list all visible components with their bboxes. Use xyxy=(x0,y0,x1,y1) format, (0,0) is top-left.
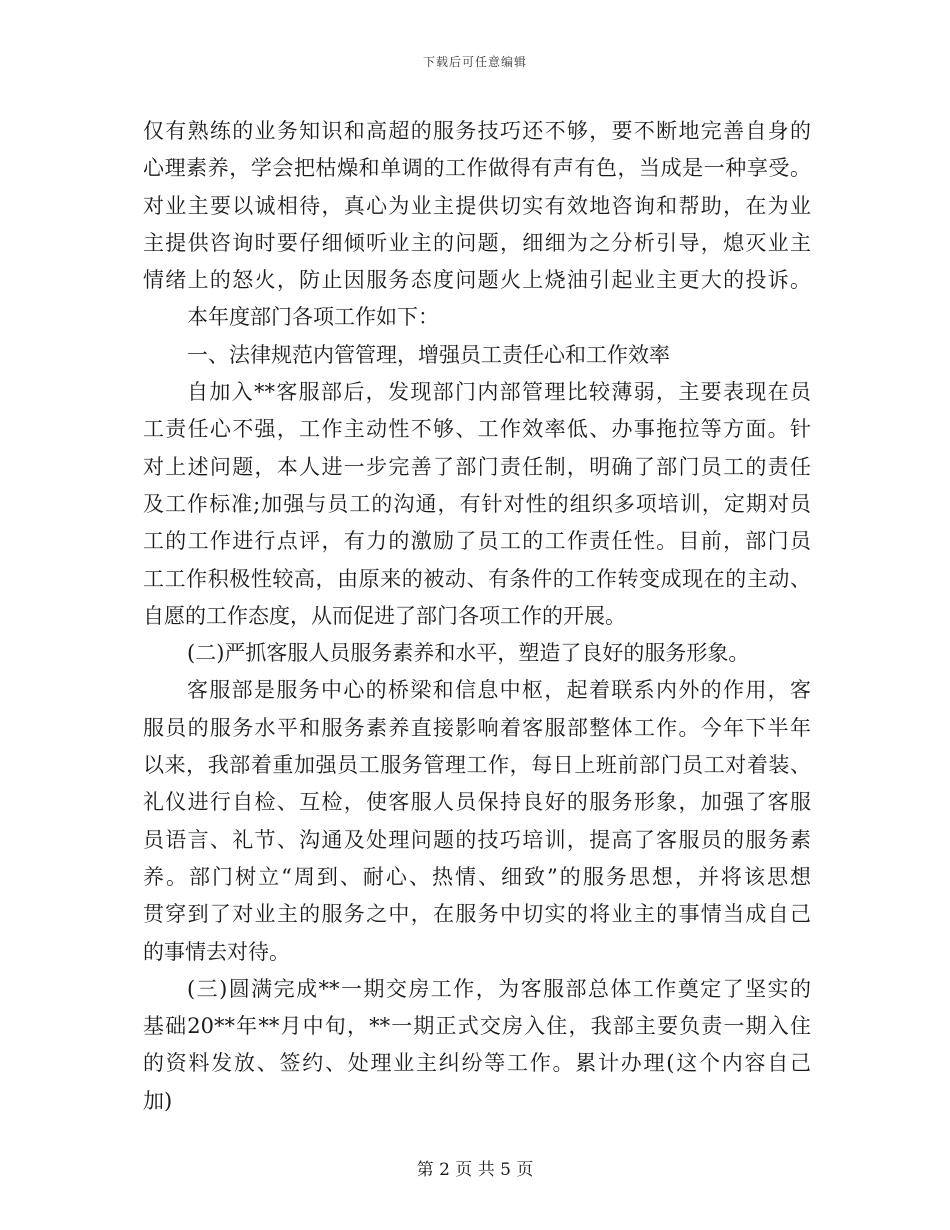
section-heading: (二)严抓客服人员服务素养和水平，塑造了良好的服务形象。 xyxy=(187,641,750,666)
body-line: 本年度部门各项工作如下： xyxy=(187,305,439,330)
body-line: 对上述问题，本人进一步完善了部门责任制，明确了部门员工的责任 xyxy=(143,454,811,479)
body-line: 自愿的工作态度，从而促进了部门各项工作的开展。 xyxy=(143,603,626,628)
body-line: 以来，我部着重加强员工服务管理工作，每日上班前部门员工对着装、 xyxy=(143,753,811,778)
body-line: 基础20**年**月中旬，**一期正式交房入住，我部主要负责一期入住 xyxy=(143,1014,811,1039)
section-heading: (三)圆满完成**一期交房工作，为客服部总体工作奠定了坚实的 xyxy=(187,976,811,1001)
body-line: 仅有熟练的业务知识和高超的服务技巧还不够，要不断地完善自身的 xyxy=(143,119,811,143)
body-line: 工的工作进行点评，有力的激励了员工的工作责任性。目前，部门员 xyxy=(143,529,811,554)
section-heading: 一、法律规范内管管理，增强员工责任心和工作效率 xyxy=(187,342,670,367)
body-line: 对业主要以诚相待，真心为业主提供切实有效地咨询和帮助，在为业 xyxy=(143,193,811,218)
body-line: 的事情去对待。 xyxy=(143,939,290,964)
body-line: 自加入**客服部后，发现部门内部管理比较薄弱，主要表现在员 xyxy=(187,380,811,405)
body-line: 的资料发放、签约、处理业主纠纷等工作。累计办理(这个内容自己 xyxy=(143,1051,811,1076)
body-line: 贯穿到了对业主的服务之中，在服务中切实的将业主的事情当成自己 xyxy=(143,902,811,927)
body-line: 工工作积极性较高，由原来的被动、有条件的工作转变成现在的主动、 xyxy=(143,566,811,591)
page-header: 下载后可任意编辑 xyxy=(422,55,527,69)
body-line: 及工作标准;加强与员工的沟通，有针对性的组织多项培训，定期对员 xyxy=(143,491,811,516)
body-line: 礼仪进行自检、互检，使客服人员保持良好的服务形象，加强了客服 xyxy=(143,790,811,815)
body-line: 主提供咨询时要仔细倾听业主的问题，细细为之分析引导，熄灭业主 xyxy=(143,230,811,255)
page-footer: 第 2 页 共 5 页 xyxy=(416,1160,534,1180)
body-line: 加) xyxy=(143,1088,173,1113)
body-line: 服员的服务水平和服务素养直接影响着客服部整体工作。今年下半年 xyxy=(143,715,811,740)
body-line: 客服部是服务中心的桥梁和信息中枢，起着联系内外的作用，客 xyxy=(187,678,811,703)
document-body xyxy=(143,113,811,1120)
body-line: 心理素养，学会把枯燥和单调的工作做得有声有色，当成是一种享受。 xyxy=(143,156,811,181)
body-line: 工责任心不强，工作主动性不够、工作效率低、办事拖拉等方面。针 xyxy=(143,417,811,442)
body-line: 员语言、礼节、沟通及处理问题的技巧培训，提高了客服员的服务素 xyxy=(143,827,811,852)
body-line: 养。部门树立“周到、耐心、热情、细致”的服务思想，并将该思想 xyxy=(143,864,811,889)
body-line: 情绪上的怒火，防止因服务态度问题火上烧油引起业主更大的投诉。 xyxy=(143,268,811,293)
